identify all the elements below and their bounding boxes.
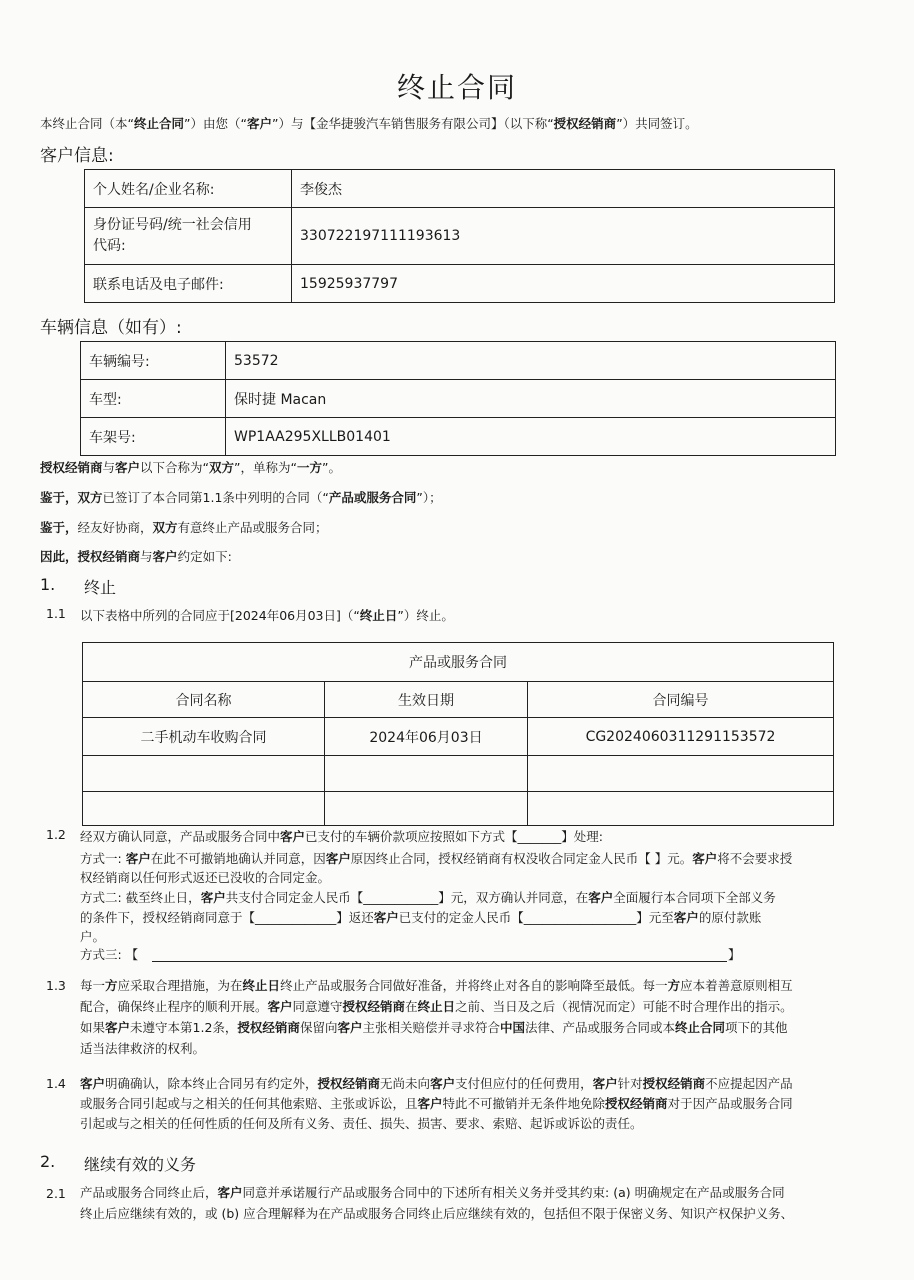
table-row [83,792,834,826]
clause-text: 的条件下，授权经销商同意于【_____________】返还 [80,910,374,925]
clause-term: 方 [105,978,118,993]
recital-term: 双方 [209,460,235,475]
intro-text: ”）与【金华捷骏汽车销售服务有限公司】（以下称“ [271,116,554,131]
recital-whereas-1 [40,488,442,506]
clause-text: 全面履行本合同项下全部义务 [613,890,776,905]
table-header-row [83,682,834,718]
clause-1-1-number: 1.1 [46,606,66,621]
table-caption: 产品或服务合同 [83,643,834,682]
section-1-number: 1. [40,575,56,594]
clause-1-3-number: 1.3 [46,978,66,993]
clause-1-4-number: 1.4 [46,1076,66,1091]
clause-1-4-line-1 [80,1074,793,1092]
clause-1-2-number: 1.2 [46,827,66,842]
clause-1-3-line-4: 适当法律救济的权利。 [80,1041,206,1056]
clause-text: 对于因产品或服务合同 [667,1096,793,1111]
clause-term: 客户 [417,1096,443,1111]
clause-term: 终止日 [417,999,456,1014]
clause-text: 之前、当日及之后（视情况而定）可能不时合理作出的指示。 [455,999,793,1014]
section-2-title: 继续有效的义务 [84,1155,197,1174]
field-label: 车架号: [81,418,226,456]
table-cell [325,756,528,792]
table-row [83,756,834,792]
method-1-line-2: 权经销商以任何形式返还已没收的合同定金。 [80,870,331,885]
field-label: 个人姓名/企业名称: [85,170,292,208]
table-row [85,208,835,265]
clause-term: 客户 [588,890,614,905]
recital-term: 因此， [40,549,78,564]
clause-term: 授权经销商 [317,1076,381,1091]
clause-text: 每一 [80,978,106,993]
clause-2-1-line-1 [80,1183,785,1201]
clause-text: 在此不可撤销地确认并同意，因 [150,851,326,866]
recital-therefore [40,547,232,565]
recital-term: 授权经销商 [77,549,141,564]
field-value: 保时捷 Macan [226,380,836,418]
recital-text: ”，单称为“ [234,460,297,475]
intro-text: ”）由您（“ [184,116,247,131]
clause-text: 支付但应付的任何费用， [455,1076,593,1091]
clause-text: 已支付的车辆价款项应按照如下方式【_______】处理: [305,829,603,844]
recital-text: ”）； [416,490,442,505]
clause-1-3-line-1 [80,976,793,994]
table-row [85,265,835,303]
intro-text: 本终止合同（本“ [40,116,134,131]
clause-text: 保留向 [299,1020,338,1035]
method-3-close: 】 [728,947,741,962]
clause-text: 的原付款账 [698,910,762,925]
recital-text: 有意终止产品或服务合同； [177,520,328,535]
clause-term: 方 [667,978,681,993]
table-cell: 二手机动车收购合同 [83,718,325,756]
clause-term: 客户 [267,999,293,1014]
recital-term: 鉴于， [40,520,78,535]
intro-term: 客户 [246,116,272,131]
clause-term: 客户 [105,1020,131,1035]
clause-term: 授权经销商 [237,1020,300,1035]
clause-text: 项下的其他 [725,1020,788,1035]
clause-text: 方式一: [80,851,126,866]
clause-text: 原因终止合同，授权经销商有权没收合同定金人民币【 】元。 [350,851,693,866]
clause-term: 授权经销商 [605,1096,668,1111]
clause-term: 客户 [217,1185,243,1200]
clause-text: 产品或服务合同终止后， [80,1185,218,1200]
recital-text: ”。 [322,460,341,475]
clause-text: 以下表格中所列的合同应于[2024年06月03日]（“ [80,608,360,623]
clause-text: 无尚未向 [380,1076,431,1091]
clause-term: 客户 [80,1076,106,1091]
clause-text: 配合，确保终止程序的顺利开展。 [80,999,268,1014]
recital-term: 鉴于， [40,490,78,505]
recital-text: 约定如下: [177,549,232,564]
recital-text: 与 [102,460,116,475]
table-row [85,170,835,208]
recital-term: 授权经销商 [40,460,103,475]
clause-term: 终止合同 [675,1020,726,1035]
recital-text: 经友好协商， [77,520,153,535]
recital-term: 客户 [115,460,141,475]
clause-term: 客户 [430,1076,456,1091]
table-row [81,342,836,380]
clause-text: ”）终止。 [397,608,454,623]
section-1-title: 终止 [84,578,117,597]
method-2-line-2 [80,908,761,926]
recital-text: 已签订了本合同第1.1条中列明的合同（“ [102,490,329,505]
clause-term: 客户 [280,829,306,844]
clause-term: 授权经销商 [342,999,406,1014]
table-cell [528,756,834,792]
table-row [83,718,834,756]
clause-text: 法律、产品或服务合同或本 [525,1020,676,1035]
table-cell [528,792,834,826]
table-cell [83,792,325,826]
recital-term: 一方 [297,460,323,475]
clause-text: 应采取合理措施，为在 [117,978,243,993]
field-label [85,208,292,265]
clause-text: 经双方确认同意，产品或服务合同中 [80,829,281,844]
contract-table [82,642,834,826]
method-2-line-1 [80,888,776,906]
intro-term: 授权经销商 [553,116,617,131]
clause-term: 客户 [325,851,351,866]
clause-1-3-line-3 [80,1018,788,1036]
field-value: 15925937797 [292,265,835,303]
table-cell: 2024年06月03日 [325,718,528,756]
field-label-line: 代码: [93,238,126,254]
clause-1-1 [80,606,454,624]
field-label: 车辆编号: [81,342,226,380]
intro-paragraph [40,114,698,132]
clause-term: 客户 [125,851,151,866]
clause-text: 特此不可撤销并无条件地免除 [442,1096,606,1111]
field-label-line: 身份证号码/统一社会信用 [93,217,252,233]
table-caption-row [83,643,834,682]
clause-text: 不应提起因产品 [705,1076,793,1091]
method-3-blank-line [152,961,727,962]
clause-term: 客户 [337,1020,363,1035]
clause-text: 共支付合同定金人民币【____________】元，双方确认并同意，在 [225,890,589,905]
table-cell: CG2024060311291153572 [528,718,834,756]
clause-text: 明确确认，除本终止合同另有约定外， [105,1076,318,1091]
clause-text: 终止产品或服务合同做好准备，并将终止对各自的影响降至最低。每一 [280,978,668,993]
method-3-open: 方式三: 【 [80,947,139,962]
clause-text: 同意并承诺履行产品或服务合同中的下述所有相关义务并受其约束: (a) 明确规定在产品或服务合同 [242,1185,785,1200]
clause-term: 中国 [499,1020,525,1035]
section-2-number: 2. [40,1152,56,1171]
clause-text: 应本着善意原则相互 [680,978,793,993]
method-2-line-3: 户。 [80,929,106,944]
clause-text: 方式二: 截至终止日， [80,890,201,905]
table-row [81,418,836,456]
method-1-line-1 [80,849,792,867]
recital-whereas-2 [40,518,328,536]
field-value: 53572 [226,342,836,380]
document-title: 终止合同 [396,71,517,104]
clause-text: 针对 [617,1076,643,1091]
clause-term: 终止日 [359,608,398,623]
clause-1-3-line-2 [80,997,793,1015]
recital-term: 客户 [152,549,178,564]
recital-term: 产品或服务合同 [328,490,417,505]
column-header: 合同编号 [528,682,834,718]
customer-info-table [84,169,835,303]
clause-2-1-number: 2.1 [46,1186,66,1201]
clause-text: 已支付的定金人民币【__________________】元至 [398,910,674,925]
clause-text: 在 [405,999,418,1014]
clause-text: 或服务合同引起或与之相关的任何其他索赔、主张或诉讼，且 [80,1096,418,1111]
clause-term: 客户 [373,910,399,925]
customer-info-heading: 客户信息: [40,146,114,166]
field-value: 330722197111193613 [292,208,835,265]
clause-text: 将不会要求授 [717,851,793,866]
table-cell [83,756,325,792]
vehicle-info-table [80,341,836,456]
clause-term: 客户 [673,910,699,925]
clause-2-1-line-2: 终止后应继续有效的，或 (b) 应合理解释为在产品或服务合同终止后应继续有效的，包括但不限于保密义务、知识产权保护义务、 [80,1206,794,1221]
clause-1-2-line [80,827,603,845]
recital-text: 与 [140,549,153,564]
field-label: 车型: [81,380,226,418]
recital-term: 双方 [77,490,103,505]
clause-term: 授权经销商 [642,1076,706,1091]
clause-term: 客户 [200,890,226,905]
field-value: 李俊杰 [292,170,835,208]
clause-text: 同意遵守 [292,999,343,1014]
column-header: 合同名称 [83,682,325,718]
table-row [81,380,836,418]
clause-1-4-line-3: 引起或与之相关的任何性质的任何及所有义务、责任、损失、损害、要求、索赔、起诉或诉讼的责任。 [80,1116,643,1131]
field-label: 联系电话及电子邮件: [85,265,292,303]
clause-text: 如果 [80,1020,106,1035]
table-cell [325,792,528,826]
recital-text: 以下合称为“ [140,460,210,475]
vehicle-info-heading: 车辆信息（如有）: [40,318,182,338]
intro-term: 终止合同 [133,116,184,131]
recital-term: 双方 [152,520,178,535]
clause-1-4-line-2 [80,1094,793,1112]
clause-text: 主张相关赔偿并寻求符合 [362,1020,500,1035]
clause-term: 终止日 [242,978,281,993]
clause-text: 未遵守本第1.2条， [130,1020,238,1035]
field-value: WP1AA295XLLB01401 [226,418,836,456]
clause-term: 客户 [592,1076,618,1091]
clause-term: 客户 [692,851,718,866]
recital-parties [40,458,341,476]
intro-text: ”）共同签订。 [616,116,698,131]
column-header: 生效日期 [325,682,528,718]
